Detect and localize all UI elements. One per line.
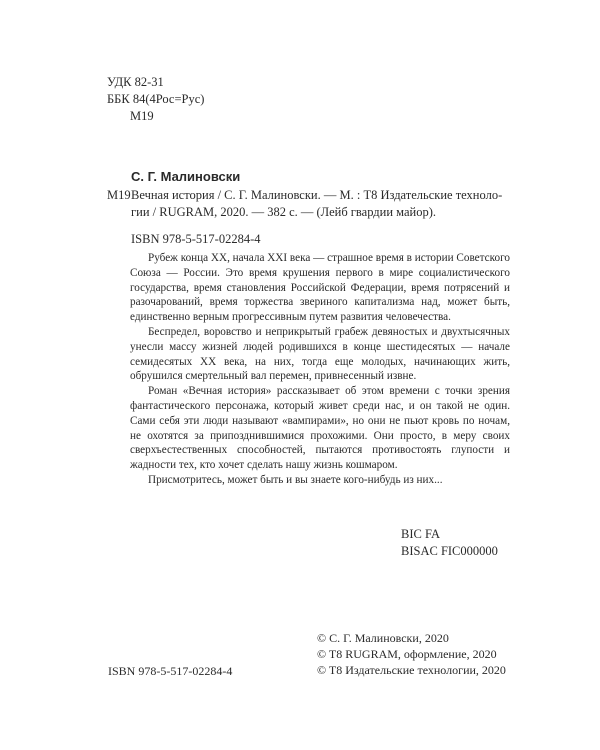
annotation-paragraph: Присмотритесь, может быть и вы знаете кого-нибудь из них... [148, 473, 443, 486]
bic-code: BIC FA [401, 527, 441, 541]
annotation [130, 251, 510, 488]
author-name: С. Г. Малиновски [131, 169, 241, 184]
annotation-paragraph: Беспредел, воровство и неприкрытый грабеж девяностых и двухтысячных унесли массу жизней людей родившихся в конце шестидесятых — начале семидесятых XX века, на них, тогда еще молодых, начинающих жить, обрушился смертельный вал перемен, привнесенный извне. [130, 325, 510, 383]
bibliographic-mark: М19 [107, 188, 131, 202]
copyright-line: © T8 Издательские технологии, 2020 [317, 663, 506, 677]
copyright-line: © T8 RUGRAM, оформление, 2020 [317, 647, 497, 661]
isbn-main: ISBN 978-5-517-02284-4 [131, 232, 261, 246]
udk-code: УДК 82-31 [107, 75, 164, 89]
bisac-code: BISAC FIC000000 [401, 544, 498, 558]
author-mark: М19 [130, 109, 154, 123]
isbn-footer: ISBN 978-5-517-02284-4 [108, 664, 233, 678]
bibliographic-line-2: гии / RUGRAM, 2020. — 382 с. — (Лейб гвардии майор). [131, 205, 437, 219]
annotation-paragraph: Рубеж конца XX, начала XXI века — страшное время в истории Советского Союза — России. Это время крушения первого в мире социалистического государства, время становления Российской Федерации, время потрясений и разочарований, время торжества звериного капитализма над, может быть, единственно верным прогрессивным путем развития человечества. [130, 252, 510, 324]
bibliographic-line-1: Вечная история / С. Г. Малиновски. — М. : T8 Издательские техноло- [131, 188, 503, 202]
annotation-paragraph: Роман «Вечная история» рассказывает об этом времени с точки зрения фантастического персонажа, который живет среди нас, и он такой не один. Сами себя эти люди называют «вампирами», но они не пьют кровь по ночам, не охотятся за припозднившимися прохожими. Они просто, в меру своих сверхъестественных способностей, пытаются противостоять глупости и жадности тех, кто хочет сделать нашу жизнь кошмаром. [130, 385, 510, 472]
copyright-line: © С. Г. Малиновски, 2020 [317, 631, 449, 645]
bbk-code: ББК 84(4Рос=Рус) [107, 92, 205, 106]
